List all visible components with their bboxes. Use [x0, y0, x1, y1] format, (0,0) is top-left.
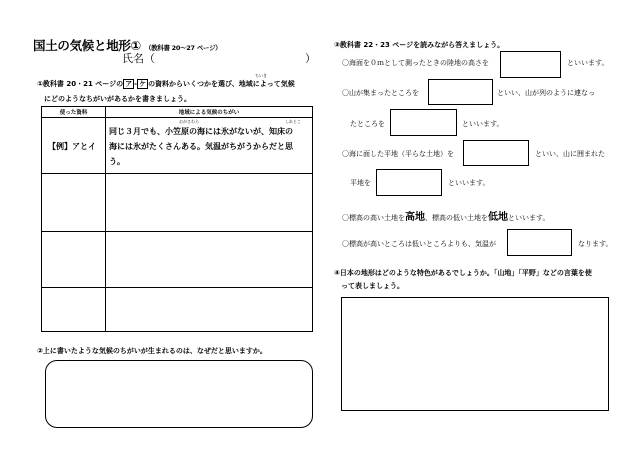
q2-prompt: ②上に書いたような気候のちがいが生まれるのは、なぜだと思いますか。 [37, 347, 267, 355]
q3-s6-a: 〇標高の高い土地を [342, 214, 405, 222]
ruby-chiiki: ちいき [255, 73, 267, 78]
q3-s7-b: なります。 [578, 240, 613, 248]
answer-box-mountain-range[interactable] [390, 109, 457, 136]
answer-material-cell-1[interactable] [42, 174, 106, 232]
q3-prompt: ③教科書 22・23 ページを読みながら答えましょう。 [334, 41, 505, 49]
example-line1: 同じ３月でも、小笠原の海には氷がないが、知床の [109, 127, 293, 136]
q3-s2-a: 〇山が集まったところを [342, 89, 419, 97]
col-header-material: 使った資料 [42, 107, 106, 118]
q1-prompt-line1: ①教科書 20・21 ページの ア - ケ の資料からいくつかを選び、地域によって気候 [37, 80, 295, 88]
q3-s6-c: といいます。 [508, 214, 550, 222]
q2-answer-box[interactable] [45, 360, 313, 428]
answer-box-mountain-area[interactable] [428, 79, 493, 105]
q3-s3-b: といいます。 [462, 120, 504, 128]
title-text: 国土の気候と地形① [33, 38, 141, 53]
answer-box-temperature[interactable] [507, 229, 572, 256]
answer-difference-cell-2[interactable] [106, 232, 313, 288]
term-lowland: 低地 [488, 212, 508, 223]
example-line2: 海には氷がたくさんある。気温がちがうからだと思 [109, 142, 293, 151]
example-line3: う。 [109, 157, 125, 166]
answer-difference-cell-1[interactable] [106, 174, 313, 232]
ruby-ogasawara: おがさわら [179, 119, 199, 124]
q1-box-a: ア [125, 80, 133, 88]
answer-material-cell-2[interactable] [42, 232, 106, 288]
q3-s6-b: 、標高の低い土地を [425, 214, 488, 222]
q1-box-ke: ケ [139, 80, 147, 88]
q1-prompt-part-a: ①教科書 20・21 ページの [37, 80, 124, 88]
q1-prompt-part-b: の資料からいくつかを選び、地域によって気候 [148, 80, 295, 88]
q4-prompt-line2: って表しましょう。 [341, 282, 404, 290]
q1-table [41, 106, 313, 332]
q3-s3-a: たところを [350, 120, 385, 128]
q3-s6 [342, 208, 549, 223]
answer-material-cell-3[interactable] [42, 288, 106, 332]
answer-difference-cell-3[interactable] [106, 288, 313, 332]
q3-s1-a: 〇海面を０ｍとして測ったときの陸地の高さを [342, 59, 489, 67]
textbook-ref: （教科書 20〜27 ページ） [144, 44, 222, 52]
answer-box-elevation[interactable] [500, 51, 561, 78]
q3-s5-b: といいます。 [448, 179, 490, 187]
q3-s4-a: 〇海に面した平地（平らな土地）を [342, 150, 454, 158]
example-difference-cell [106, 118, 313, 174]
q4-prompt-line1: ④日本の地形はどのような特色があるでしょうか。「山地」「平野」などの言葉を使 [334, 269, 592, 277]
q3-s4-b: といい、山に囲まれた [535, 150, 605, 158]
q3-s1-b: といいます。 [567, 59, 609, 67]
example-material: 【例】アとイ [48, 142, 96, 151]
q1-prompt-line2: にどのようなちがいがあるかを書きましょう。 [44, 95, 191, 103]
q3-s5-a: 平地を [350, 179, 371, 187]
col-header-difference: 地域による気候のちがい [106, 107, 313, 118]
name-close-paren: ） [305, 52, 316, 65]
answer-box-plain[interactable] [463, 140, 529, 166]
answer-box-basin[interactable] [376, 169, 442, 196]
q3-s7-a: 〇標高が高いところは低いところよりも、気温が [342, 240, 496, 248]
example-material-cell [42, 118, 106, 174]
term-highland: 高地 [405, 212, 425, 223]
q3-s2-b: といい、山が列のように連なっ [497, 89, 595, 97]
q4-answer-box[interactable] [341, 297, 609, 411]
ruby-shiretoko: しれとこ [285, 119, 301, 124]
name-label: 氏名（ [122, 52, 155, 65]
